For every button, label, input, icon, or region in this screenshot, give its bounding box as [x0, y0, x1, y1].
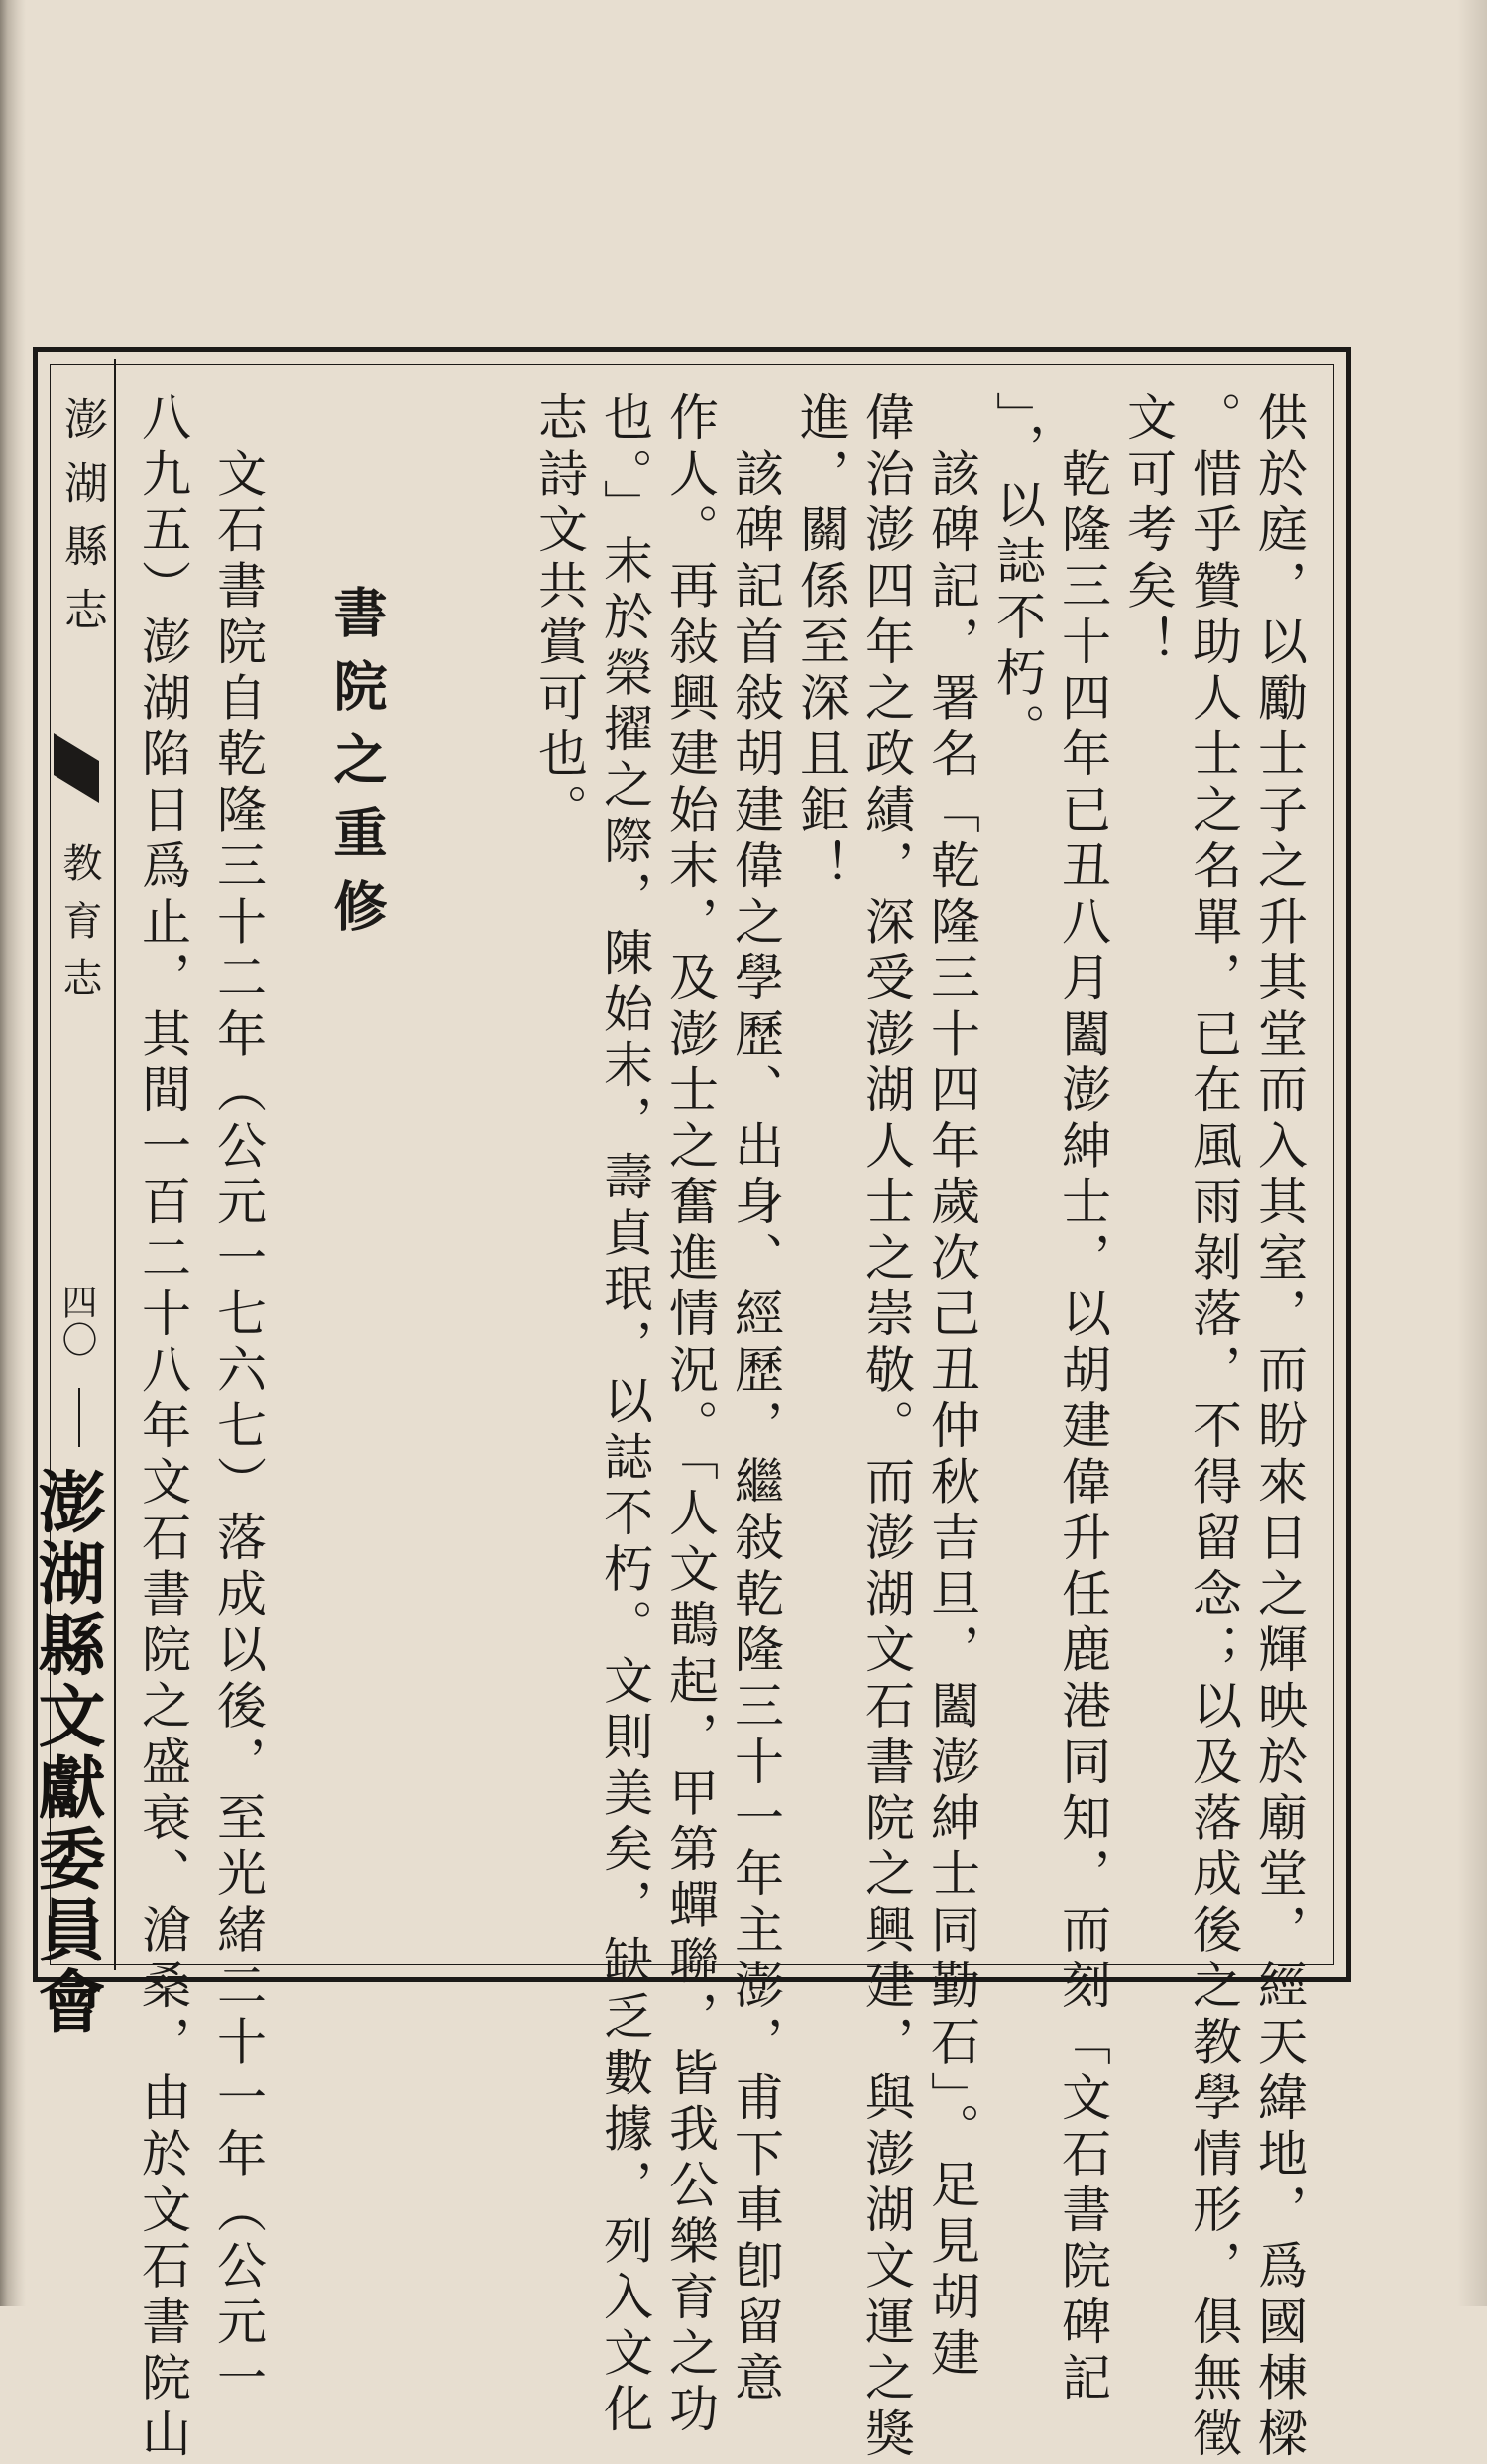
text-column: 文石書院自乾隆三十二年（公元一七六七）落成以後，至光緒二十一年（公元一: [209, 392, 267, 2408]
text-column: 該碑記，署名「乾隆三十四年歲次己丑仲秋吉旦，闔澎紳士同勤石」。足見胡建: [923, 392, 980, 2383]
header-rule: [78, 1388, 80, 1447]
text-column: 進，關係至深且鉅！: [792, 392, 850, 896]
section-heading: 書院之重修: [325, 585, 389, 952]
text-column: 八九五）澎湖陷日爲止，其間一百二十八年文石書院之盛衰、滄桑，由於文石書院山: [134, 392, 191, 2464]
text-column: 作人。再敍興建始末，及澎士之奮進情況。「人文鵲起，甲第蟬聯，皆我公樂育之功: [661, 392, 719, 2439]
text-column: 」，以誌不朽。: [988, 392, 1046, 759]
text-column: 供於庭，以勵士子之升其堂而入其室，而盼來日之輝映於廟堂，經天緯地，爲國棟樑: [1250, 392, 1308, 2464]
text-column: 也。」末於榮擢之際，陳始末，壽貞珉，以誌不朽。文則美矣，缺乏數據，列入文化: [596, 392, 653, 2439]
text-column: 偉治澎四年之政績，深受澎湖人士之崇敬。而澎湖文石書院之興建，與澎湖文運之獎: [858, 392, 915, 2464]
header-separator-mark: [54, 733, 99, 803]
header-title: 澎湖縣志: [57, 396, 107, 650]
main-text: [416, 392, 1309, 2464]
page-edge-shadow: [1457, 0, 1487, 2306]
running-header: [27, 377, 107, 2038]
text-column: 乾隆三十四年已丑八月闔澎紳士，以胡建偉升任鹿港同知，而刻「文石書院碑記: [1054, 392, 1111, 2408]
text-column: 志詩文共賞可也。: [530, 392, 588, 840]
text-column: 該碑記首敍胡建偉之學歷、出身、經歷，繼敍乾隆三十一年主澎，甫下車卽留意: [727, 392, 784, 2408]
header-section: 教育志: [57, 842, 102, 1015]
publisher-label: 澎湖縣文獻委員會: [27, 1467, 106, 2038]
page-number: 四〇: [57, 1284, 97, 1359]
text-column: 文可考矣！: [1119, 392, 1177, 672]
text-column: 。惜乎贊助人士之名單，已在風雨剝落，不得留念；以及落成後之教學情形，俱無徵: [1185, 392, 1242, 2464]
